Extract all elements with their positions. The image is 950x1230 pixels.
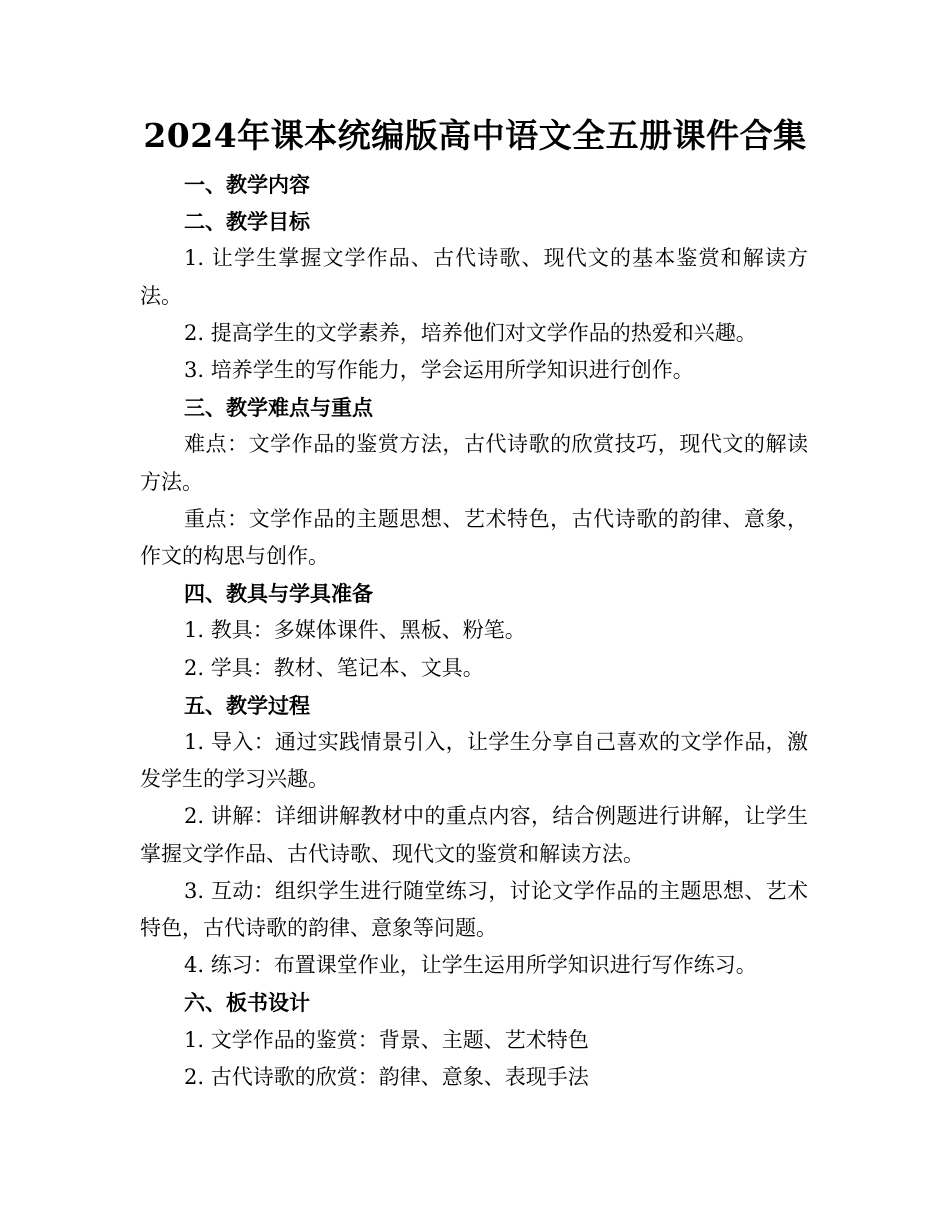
process-item: 2. 讲解：详细讲解教材中的重点内容，结合例题进行讲解，让学生掌握文学作品、古代诗歌、现代文的鉴赏和解读方法。 (140, 804, 808, 866)
section-heading-process: 五、教学过程 (184, 692, 310, 718)
objective-item: 2. 提高学生的文学素养，培养他们对文学作品的热爱和兴趣。 (184, 320, 757, 345)
document-title: 2024年课本统编版高中语文全五册课件合集 (143, 116, 807, 155)
keypoint-item: 重点：文学作品的主题思想、艺术特色，古代诗歌的韵律、意象，作文的构思与创作。 (140, 506, 808, 569)
section-heading-tools: 四、教具与学具准备 (184, 581, 373, 607)
process-item: 3. 互动：组织学生进行随堂练习，讨论文学作品的主题思想、艺术特色，古代诗歌的韵律、意象等问题。 (140, 878, 808, 941)
section-heading-board: 六、板书设计 (184, 990, 310, 1016)
section-heading-difficulties: 三、教学难点与重点 (184, 395, 373, 421)
section-heading-objectives: 二、教学目标 (184, 209, 310, 235)
board-item: 1. 文学作品的鉴赏：背景、主题、艺术特色 (184, 1027, 589, 1052)
document-body (140, 166, 808, 1096)
tool-item: 1. 教具：多媒体课件、黑板、粉笔。 (184, 618, 526, 643)
board-item: 2. 古代诗歌的欣赏：韵律、意象、表现手法 (184, 1064, 589, 1089)
process-item: 4. 练习：布置课堂作业，让学生运用所学知识进行写作练习。 (184, 953, 757, 978)
tool-item: 2. 学具：教材、笔记本、文具。 (184, 655, 484, 680)
section-heading-content: 一、教学内容 (184, 172, 310, 197)
difficulty-item: 难点：文学作品的鉴赏方法，古代诗歌的欣赏技巧，现代文的解读方法。 (140, 432, 808, 494)
objective-item: 3. 培养学生的写作能力，学会运用所学知识进行创作。 (184, 358, 694, 383)
process-item: 1. 导入：通过实践情景引入，让学生分享自己喜欢的文学作品，激发学生的学习兴趣。 (140, 730, 808, 792)
objective-item: 1. 让学生掌握文学作品、古代诗歌、现代文的基本鉴赏和解读方法。 (140, 246, 808, 308)
